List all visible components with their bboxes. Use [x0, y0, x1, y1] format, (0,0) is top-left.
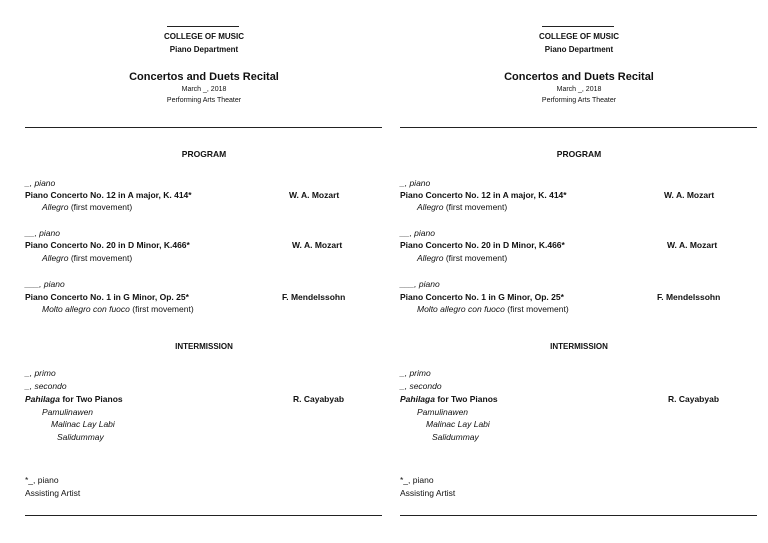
movement-3: Molto allegro con fuoco (first movement) [417, 304, 569, 314]
department-name: Piano Department [169, 45, 239, 54]
duet-work: Pahilaga for Two Pianos [25, 394, 123, 404]
name-blank-line [167, 26, 239, 27]
composer-2: W. A. Mozart [667, 240, 718, 250]
movement-2: Allegro (first movement) [42, 253, 133, 263]
work-1: Piano Concerto No. 12 in A major, K. 414* [25, 190, 192, 200]
college-name: COLLEGE OF MUSIC [164, 32, 244, 41]
performer-1: _, piano [400, 178, 431, 188]
work-1: Piano Concerto No. 12 in A major, K. 414* [400, 190, 567, 200]
program-panel-right [400, 0, 758, 543]
duet-secondo: _, secondo [25, 381, 67, 391]
footer-divider [25, 515, 382, 516]
composer-3: F. Mendelssohn [657, 292, 721, 302]
duet-movement-2: Malinac Lay Labi [51, 419, 115, 429]
recital-title: Concertos and Duets Recital [129, 71, 279, 83]
intermission-heading: INTERMISSION [550, 342, 608, 351]
assisting-artist-label: Assisting Artist [25, 488, 81, 498]
work-3: Piano Concerto No. 1 in G Minor, Op. 25* [25, 292, 189, 302]
work-2: Piano Concerto No. 20 in D Minor, K.466* [25, 240, 190, 250]
duet-movement-3: Salidummay [57, 432, 104, 442]
recital-venue: Performing Arts Theater [541, 97, 617, 104]
name-blank-line [542, 26, 614, 27]
performer-3: ___, piano [400, 279, 440, 289]
header-divider [25, 127, 382, 128]
movement-1: Allegro (first movement) [42, 202, 133, 212]
duet-movement-3: Salidummay [432, 432, 479, 442]
assisting-artist-name: *_, piano [400, 475, 434, 485]
composer-1: W. A. Mozart [289, 190, 340, 200]
duet-work: Pahilaga for Two Pianos [400, 394, 498, 404]
movement-2: Allegro (first movement) [417, 253, 508, 263]
footer-divider [400, 515, 757, 516]
composer-2: W. A. Mozart [292, 240, 343, 250]
program-panel-left [25, 0, 383, 543]
work-3: Piano Concerto No. 1 in G Minor, Op. 25* [400, 292, 564, 302]
performer-2: __, piano [25, 228, 60, 238]
duet-movement-2: Malinac Lay Labi [426, 419, 490, 429]
duet-primo: _, primo [25, 368, 56, 378]
composer-3: F. Mendelssohn [282, 292, 346, 302]
recital-title: Concertos and Duets Recital [504, 71, 654, 83]
composer-1: W. A. Mozart [664, 190, 715, 200]
recital-venue: Performing Arts Theater [166, 97, 242, 104]
performer-1: _, piano [25, 178, 56, 188]
duet-secondo: _, secondo [400, 381, 442, 391]
duet-composer: R. Cayabyab [668, 394, 720, 404]
program-heading: PROGRAM [556, 149, 602, 159]
performer-3: ___, piano [25, 279, 65, 289]
intermission-heading: INTERMISSION [175, 342, 233, 351]
college-name: COLLEGE OF MUSIC [539, 32, 619, 41]
department-name: Piano Department [544, 45, 614, 54]
recital-date: March _, 2018 [556, 86, 602, 93]
movement-1: Allegro (first movement) [417, 202, 508, 212]
duet-primo: _, primo [400, 368, 431, 378]
duet-composer: R. Cayabyab [293, 394, 345, 404]
header-divider [400, 127, 757, 128]
program-heading: PROGRAM [181, 149, 227, 159]
duet-movement-1: Pamulinawen [417, 407, 469, 417]
duet-movement-1: Pamulinawen [42, 407, 94, 417]
movement-3: Molto allegro con fuoco (first movement) [42, 304, 194, 314]
work-2: Piano Concerto No. 20 in D Minor, K.466* [400, 240, 565, 250]
performer-2: __, piano [400, 228, 435, 238]
recital-date: March _, 2018 [181, 86, 227, 93]
assisting-artist-name: *_, piano [25, 475, 59, 485]
assisting-artist-label: Assisting Artist [400, 488, 456, 498]
